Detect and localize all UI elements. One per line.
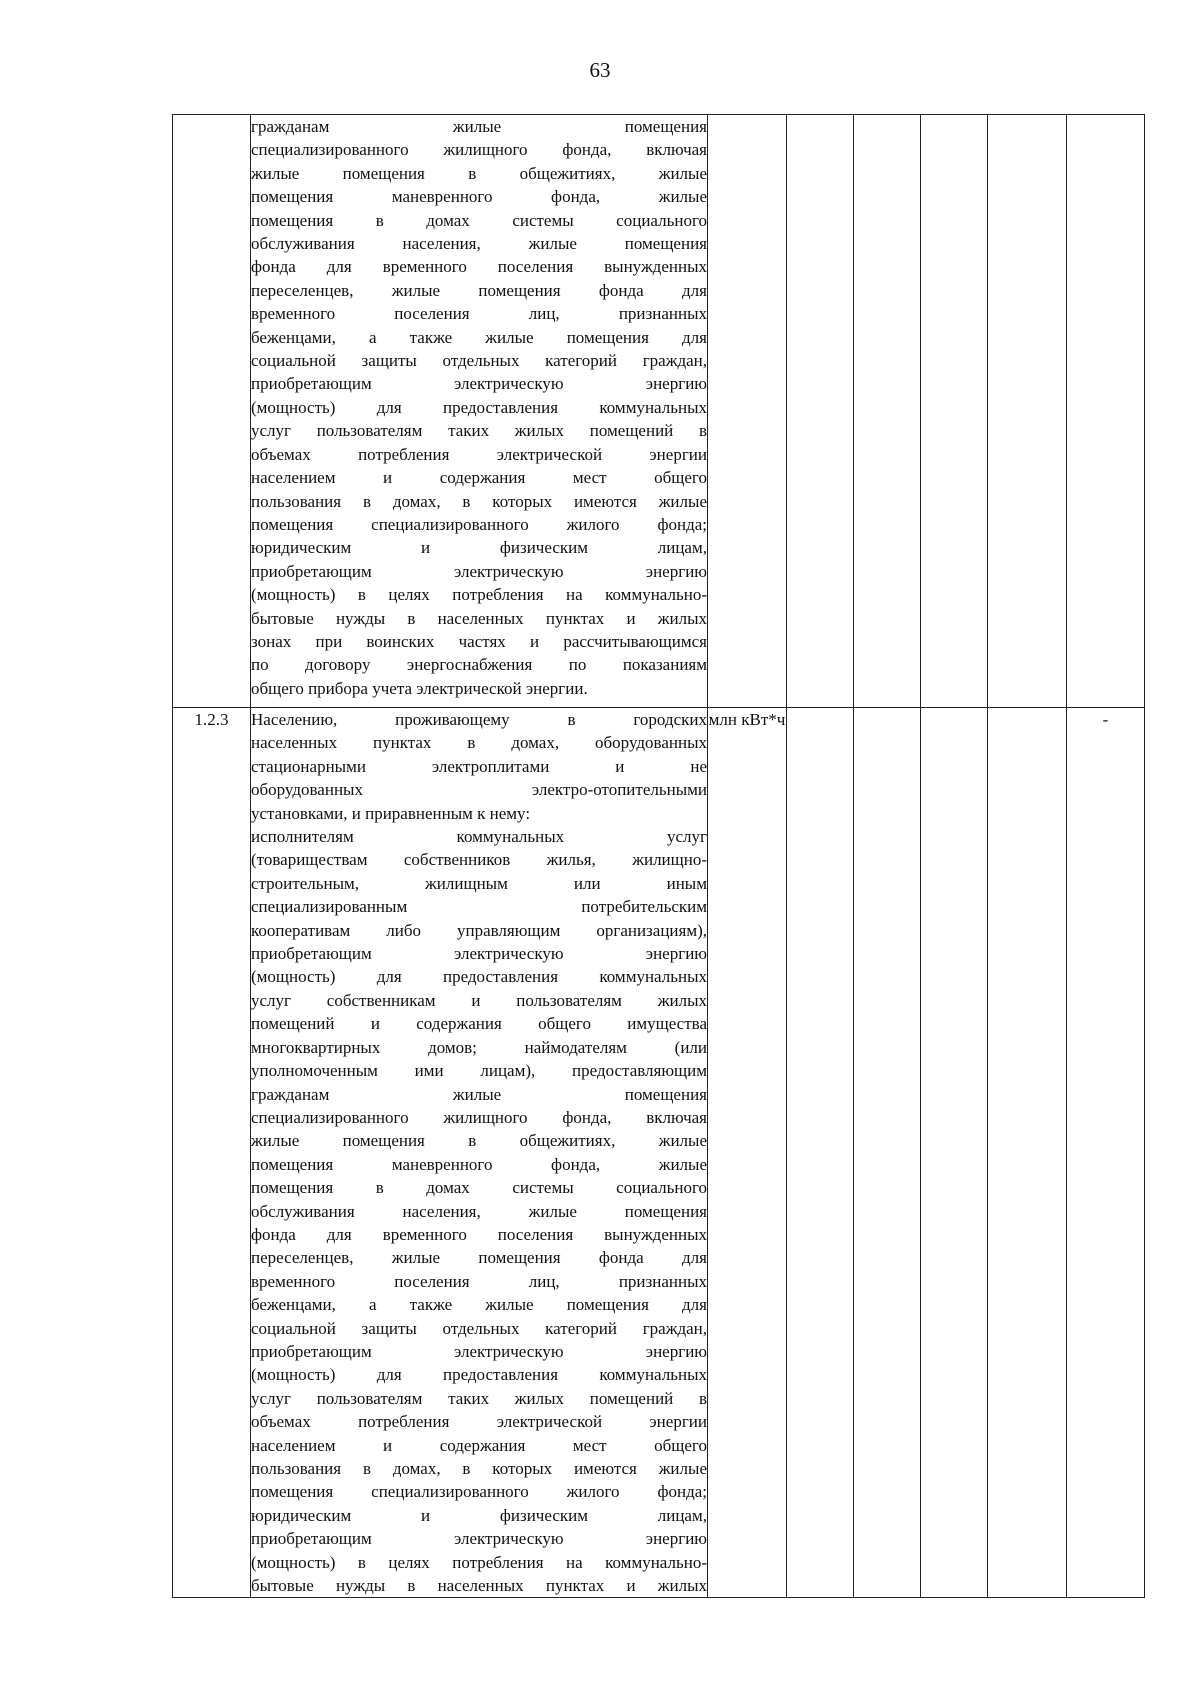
text-line: населенных пунктах в домах, оборудованных [251,733,707,753]
text-line: Населению, проживающему в городских [251,710,707,729]
text-line: стационарными электроплитами и не [251,756,707,776]
unit-cell [708,115,787,708]
text-line: строительным, жилищным или иным [251,873,707,893]
tariff-table [172,114,1145,1598]
text-line: услуг пользователям таких жилых помещений в [251,421,707,441]
row-number-cell: 1.2.3 [173,708,251,1598]
text-line: переселенцев, жилые помещения фонда для [251,280,707,300]
value-cell [854,115,921,708]
text-line: временного поселения лиц, признанных [251,304,707,324]
text-line: услуг собственникам и пользователям жилых [251,990,707,1010]
text-line: (мощность) в целях потребления на коммунально- [251,1552,707,1572]
value-cell [988,115,1067,708]
text-line: жилые помещения в общежитиях, жилые [251,1131,707,1151]
text-line: объемах потребления электрической энергии [251,444,707,464]
text-line: помещений и содержания общего имущества [251,1014,707,1034]
value-cell [988,708,1067,1598]
table-row [173,115,1145,708]
text-line: населением и содержания мест общего [251,1435,707,1455]
text-line: населением и содержания мест общего [251,468,707,488]
value-cell-last [1067,115,1145,708]
value-cell-last: - [1067,708,1145,1598]
text-line: приобретающим электрическую энергию [251,374,707,394]
text-line: объемах потребления электрической энергии [251,1412,707,1432]
text-line: (мощность) для предоставления коммунальных [251,967,707,987]
text-line: временного поселения лиц, признанных [251,1271,707,1291]
text-line: оборудованных электро-отопительными [251,780,707,800]
value-cell [921,115,988,708]
text-line: фонда для временного поселения вынужденных [251,257,707,277]
value-cell [921,708,988,1598]
page-number: 63 [589,58,611,82]
text-line: (мощность) для предоставления коммунальных [251,397,707,417]
text-line: приобретающим электрическую энергию [251,1529,707,1549]
text-line: обслуживания населения, жилые помещения [251,234,707,254]
text-line: услуг пользователям таких жилых помещений в [251,1388,707,1408]
text-line: приобретающим электрическую энергию [251,561,707,581]
value-cell [787,708,854,1598]
text-line: фонда для временного поселения вынужденных [251,1224,707,1244]
text-line: помещения маневренного фонда, жилые [251,187,707,207]
text-line: помещения в домах системы социального [251,1178,707,1198]
text-line: специализированным потребительским [251,897,707,917]
text-line: уполномоченным ими лицам), предоставляющим [251,1061,707,1081]
text-line: юридическим и физическим лицам, [251,538,707,558]
text-line: приобретающим электрическую энергию [251,1341,707,1361]
text-line: зонах при воинских частях и рассчитывающимся [251,631,707,651]
text-line: беженцами, а также жилые помещения для [251,327,707,347]
table-row [173,708,1145,1598]
text-line: помещения в домах системы социального [251,210,707,230]
text-line: помещения специализированного жилого фонда; [251,1482,707,1502]
text-line: (мощность) для предоставления коммунальных [251,1365,707,1385]
text-line: специализированного жилищного фонда, включая [251,1107,707,1127]
unit-cell: млн кВт*ч [708,708,787,1598]
value-cell [854,708,921,1598]
text-line: социальной защиты отдельных категорий граждан, [251,1318,707,1338]
text-line: гражданам жилые помещения [251,1084,707,1104]
text-line: приобретающим электрическую энергию [251,944,707,964]
value-cell [787,115,854,708]
text-line: по договору энергоснабжения по показаниям [251,655,707,675]
text-line: переселенцев, жилые помещения фонда для [251,1248,707,1268]
row-number-cell [173,115,251,708]
text-line: жилые помещения в общежитиях, жилые [251,163,707,183]
text-line: общего прибора учета электрической энергии. [251,678,588,698]
text-line: пользования в домах, в которых имеются жилые [251,1459,707,1478]
description-cell [251,115,708,708]
text-line: помещения специализированного жилого фонда; [251,514,707,534]
text-line: пользования в домах, в которых имеются жилые [251,491,707,511]
description-cell [251,708,708,1598]
text-line: социальной защиты отдельных категорий граждан, [251,351,707,371]
text-line: кооперативам либо управляющим организациям), [251,920,707,940]
text-line: многоквартирных домов; наймодателям (или [251,1037,707,1057]
text-line: (мощность) в целях потребления на коммунально- [251,585,707,605]
text-line: бытовые нужды в населенных пунктах и жилых [251,1576,707,1596]
text-line: бытовые нужды в населенных пунктах и жилых [251,608,707,628]
text-line: специализированного жилищного фонда, включая [251,140,707,160]
text-line: беженцами, а также жилые помещения для [251,1295,707,1315]
text-line: юридическим и физическим лицам, [251,1505,707,1525]
text-line: помещения маневренного фонда, жилые [251,1154,707,1174]
text-line: (товариществам собственников жилья, жилищно- [251,850,707,870]
text-line: гражданам жилые помещения [251,117,707,136]
text-line: исполнителям коммунальных услуг [251,827,707,847]
text-line: обслуживания населения, жилые помещения [251,1201,707,1221]
text-line: установками, и приравненным к нему: [251,803,531,823]
